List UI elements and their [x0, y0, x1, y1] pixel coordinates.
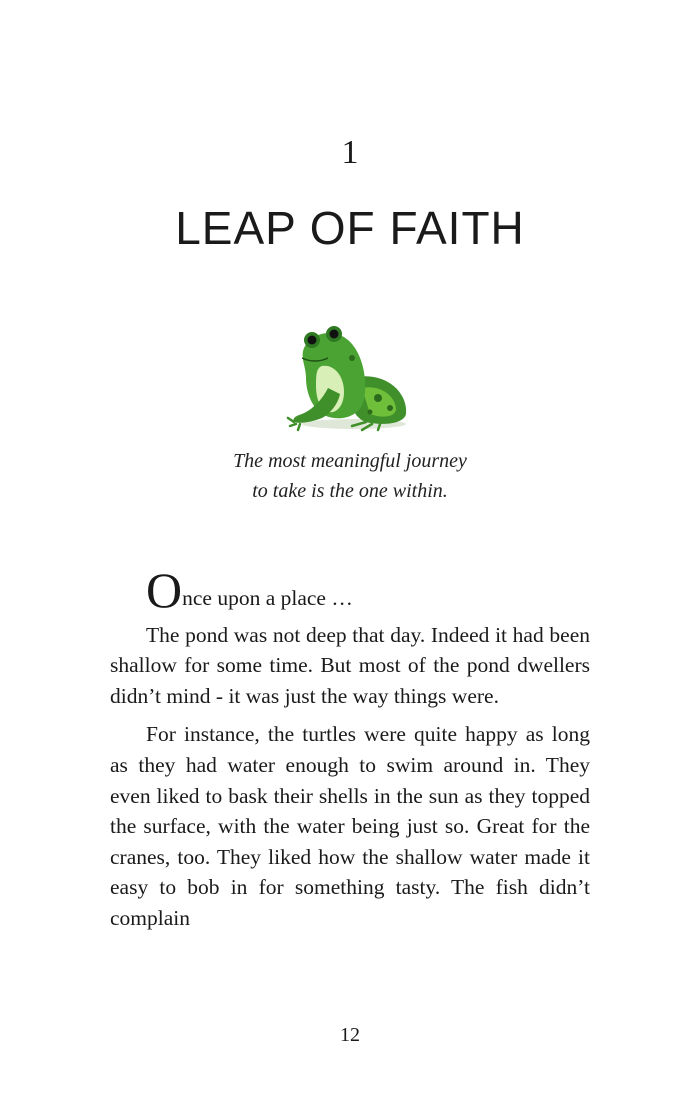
chapter-body — [110, 562, 590, 942]
paragraph: For instance, the turtles were quite happy as long as they had water enough to swim around in. They even liked to bask their shells in the sun as they topped the surface, with the water being just so. Great for the cranes, too. They liked how the shallow water made it easy to bob in for something tasty. The fish didn’t complain — [110, 722, 590, 930]
paragraph: The pond was not deep that day. Indeed it had been shallow for some time. But most of the pond dwellers didn’t mind - it was just the way things were. — [110, 622, 590, 708]
opening-line — [110, 562, 590, 618]
epigraph-line: The most meaningful journey — [233, 450, 467, 472]
chapter-number: 1 — [341, 134, 359, 171]
chapter-title: LEAP OF FAITH — [175, 202, 525, 254]
drop-cap: O — [146, 562, 183, 618]
frog-icon — [282, 318, 414, 434]
opening-text: nce upon a place … — [182, 586, 353, 610]
epigraph — [0, 446, 700, 506]
page-number: 12 — [340, 1024, 360, 1046]
epigraph-line: to take is the one within. — [252, 480, 448, 502]
